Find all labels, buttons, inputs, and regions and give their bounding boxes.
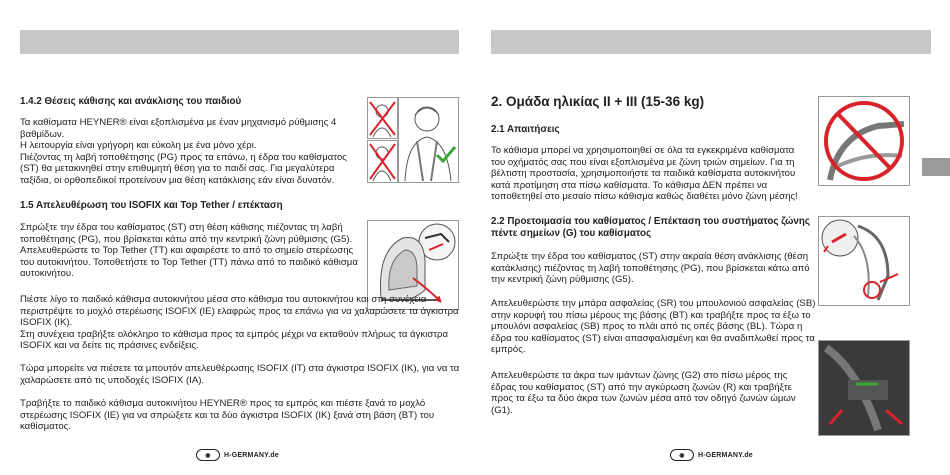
chapter-tab-marker <box>922 158 950 176</box>
paragraph-2-2-1: Σπρώξτε την έδρα του καθίσματος (ST) στην ακραία θέση ανάκλισης (θέση κατάκλισης) πιέζοντας τη λαβή τοποθέτησης (PG), που βρίσκεται κάτω από την κεντρική ζώνη ρύθμισης (G5). <box>491 251 810 286</box>
seat-position-illustration <box>367 97 459 183</box>
paragraph-1-5-1: Σπρώξτε την έδρα του καθίσματος (ST) στη θέση κάθισης πιέζοντας τη λαβή τοποθέτησης (PG), που βρίσκεται κάτω από την κεντρική ζώνη ρύθμισης (G5). Απελευθερώστε το Top Tether (TT) και αφαιρέστε το από το σημείο στερέωσης του αυτοκινήτου. Τοποθετήστε το Top Tether (TT) πάνω από το παιδικό κάθισμα αυτοκινήτου. <box>20 222 358 280</box>
section-heading-1-4-2: 1.4.2 Θέσεις κάθισης και ανάκλισης του παιδιού <box>20 96 242 107</box>
section-text-2-1: Το κάθισμα μπορεί να χρησιμοποιηθεί σε όλα τα εγκεκριμένα καθίσματα του οχήματός σας που είναι εξοπλισμένα με ζώνη τριών σημείων. Για τη βέλτιστη προστασία, χρησιμοποιήστε τα παιδικά καθίσματα αυτοκινήτου κατά προτίμηση στα πίσω καθίσματα. Το κάθισμα ΔΕΝ πρέπει να τοποθετηθεί στο μεσαίο πίσω κάθισμα καθώς διαθέτει μόνο ζώνη μέσης! <box>491 145 798 203</box>
paragraph-1-5-2: Πιέστε λίγο το παιδικό κάθισμα αυτοκινήτου μέσα στο κάθισμα του αυτοκινήτου και στη συνέχεια περιστρέψτε το μοχλό στερέωσης ISOFIX (IE) ελαφρώς προς τα επάνω για να χαλαρώσετε τα άγκιστρα ISOFIX (IK). Στη συνέχεια τραβήξτε ολόκληρο το κάθισμα προς τα εμπρός μέχρι να εκταθούν πλήρως τα άγκιστρα ISOFIX και να δείτε τις πράσινες ενδείξεις. <box>20 294 459 352</box>
section-heading-2-1: 2.1 Απαιτήσεις <box>491 124 560 135</box>
paragraph-2-2-2: Απελευθερώστε την μπάρα ασφαλείας (SR) του μπουλονιού ασφαλείας (SB) στην κορυφή του πίσω μέρους της βάσης (BT) και τραβήξτε προς τα έξω το μπουλόνι ασφαλείας (SB) προς το πλάι από τις οπές βάσης (BL). Τώρα η έδρα του καθίσματος (ST) είναι απασφαλισμένη και θα αναδιπλωθεί προς τα εμπρός. <box>491 298 816 356</box>
brand-logo-icon: ◉ <box>670 449 694 461</box>
chapter-title: 2. Ομάδα ηλικίας II + III (15-36 kg) <box>491 94 705 109</box>
harness-release-illustration <box>818 340 910 436</box>
brand-logo-text: H-GERMANY.de <box>224 451 279 459</box>
paragraph-1-5-3: Τώρα μπορείτε να πιέσετε τα μπουτόν απελευθέρωσης ISOFIX (IT) στα άγκιστρα ISOFIX (IK), για να τα χαλαρώσετε από τις υποδοχές ISOFIX (IA). <box>20 363 460 386</box>
header-bar <box>20 30 459 54</box>
header-bar <box>491 30 931 54</box>
paragraph-1-5-4: Τραβήξτε το παιδικό κάθισμα αυτοκινήτου HEYNER® προς τα εμπρός και πιέστε ξανά το μοχλό στερέωσης ISOFIX (IE) για να σπρώξετε και τα δύο άγκιστρα ISOFIX (IK) ξανά στη βάση (BT) του καθίσματος. <box>20 398 435 433</box>
section-heading-1-5: 1.5 Απελευθέρωση του ISOFIX και Top Tether / επέκταση <box>20 200 283 211</box>
brand-logo <box>670 449 753 461</box>
section-text-1-4-2: Τα καθίσματα HEYNER® είναι εξοπλισμένα με έναν μηχανισμό ρύθμισης 4 βαθμίδων. Η λειτουργία είναι γρήγορη και εύκολη με ένα μόνο χέρι. Πιέζοντας τη λαβή τοποθέτησης (PG) προς τα επάνω, η έδρα του καθίσματος (ST) θα μετακινηθεί στην επιθυμητή θέση για το παιδί σας. Για μεγαλύτερα ταξίδια, οι ορθοπεδικοί προτείνουν μια θέση κατάκλισης εάν είναι δυνατόν. <box>20 117 347 186</box>
brand-logo-text: H-GERMANY.de <box>698 451 753 459</box>
brand-logo <box>196 449 279 461</box>
brand-logo-icon: ◉ <box>196 449 220 461</box>
paragraph-2-2-3: Απελευθερώστε τα άκρα των ιμάντων ζώνης (G2) στο πίσω μέρος της έδρας του καθίσματος (ST) από την αγκύρωση ζωνών (R) και τραβήξτε προς τα έξω τα δύο άκρα των ζωνών μέσα από τον οδηγό ζωνών ώμων (G1). <box>491 370 796 416</box>
right-page <box>475 0 950 475</box>
lap-belt-prohibited-illustration <box>818 96 910 186</box>
seat-base-release-illustration <box>818 216 910 306</box>
section-heading-2-2: 2.2 Προετοιμασία του καθίσματος / Επέκταση του συστήματος ζώνης πέντε σημείων (G) του καθίσματος <box>491 216 810 239</box>
